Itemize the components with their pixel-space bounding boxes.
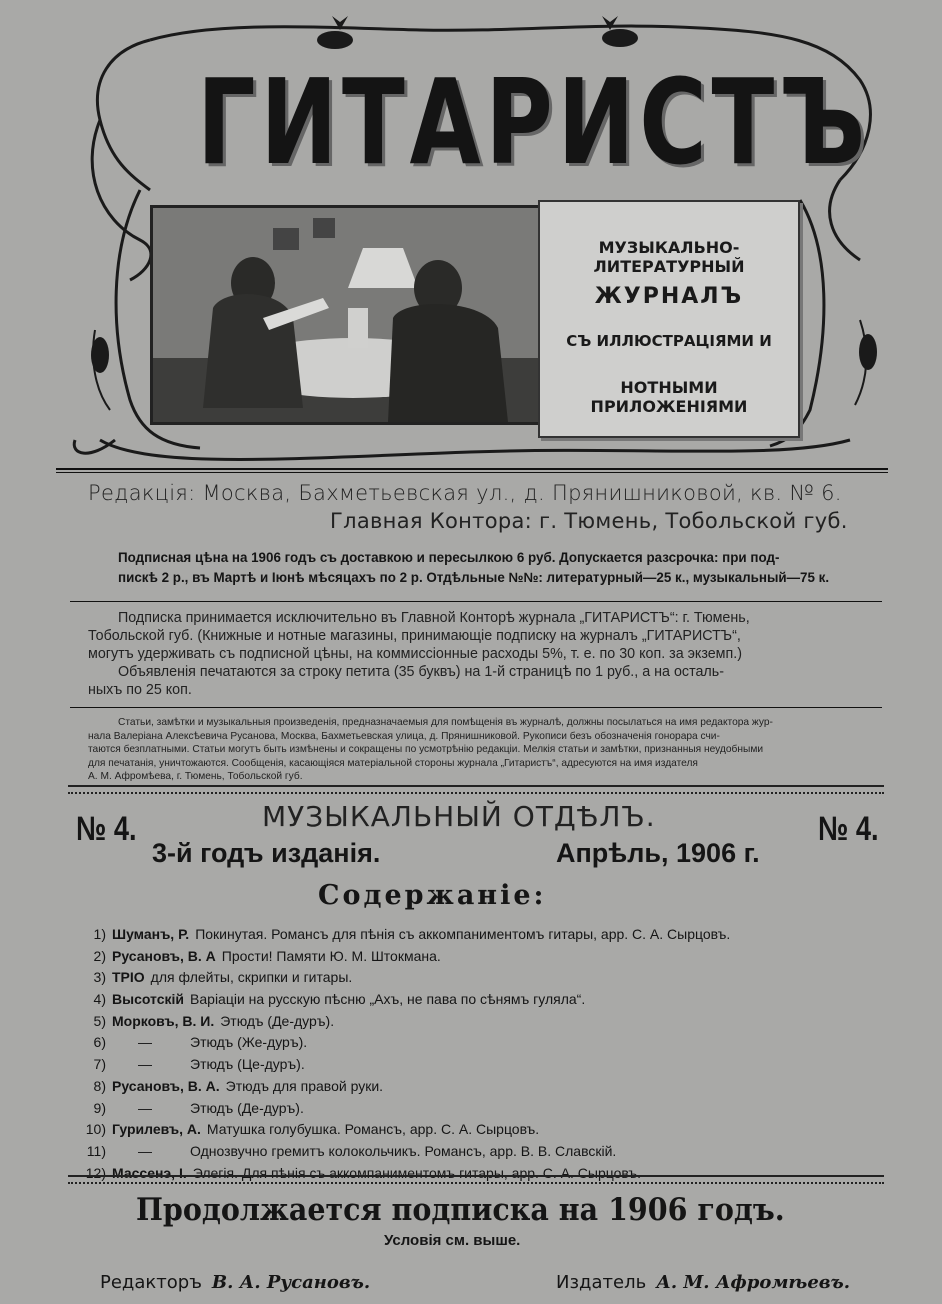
notice-line-4: для печатанія, уничтожаются. Сообщенія, касающіяся матеріальной стороны журнала „Гитаристъ“, адресуются на имя издателя xyxy=(88,757,698,769)
contents-item-author: Массенэ, І. xyxy=(112,1164,187,1181)
contents-item-number: 9) xyxy=(93,1099,106,1116)
subscription-subline: Условія см. выше. xyxy=(384,1232,521,1249)
price-info xyxy=(118,548,870,588)
contents-item-title: для флейты, скрипки и гитары. xyxy=(150,969,353,986)
contents-item-number: 6) xyxy=(93,1034,106,1051)
subscription-rule xyxy=(70,707,882,708)
price-line-2: пискѣ 2 р., въ Мартѣ и Іюнѣ мѣсяцахъ по 2 р. Отдѣльные №№: литературный—25 к., музыкальный—75 к. xyxy=(118,570,830,585)
contents-item-title: Покинутая. Романсъ для пѣнія съ аккомпаниментомъ гитары, арр. С. А. Сырцовъ. xyxy=(195,926,731,942)
contents-item xyxy=(82,1141,882,1163)
contents-item-author: — xyxy=(138,1034,152,1051)
contents-item-number: 11) xyxy=(86,1142,106,1159)
publisher-signature xyxy=(556,1272,850,1293)
contents-item xyxy=(82,924,882,946)
contents-item-title: Прости! Памяти Ю. М. Штокмана. xyxy=(221,947,441,964)
publication-year: 3-й годъ изданія. xyxy=(152,838,381,868)
header-rule xyxy=(56,468,888,470)
illustration-guitarists xyxy=(150,205,550,425)
contents-item-title: Этюдъ (Це-дуръ). xyxy=(190,1056,305,1073)
contents-item-title: Элегія. Для пѣнія съ аккомпаниментомъ гитары, арр. С. А. Сырцовъ. xyxy=(192,1164,642,1181)
contents-item-author: Гурилевъ, А. xyxy=(112,1121,201,1138)
issue-number-left: № 4. xyxy=(76,810,137,848)
contents-item-number: 12) xyxy=(85,1164,106,1181)
guitarists-illustration-icon xyxy=(153,208,547,422)
contents-item-number: 1) xyxy=(93,926,106,942)
issue-number-right: № 4. xyxy=(818,810,879,848)
publisher-name: А. М. Афромѣевъ. xyxy=(656,1272,850,1293)
banner-line-4: НОТНЫМИ ПРИЛОЖЕНІЯМИ xyxy=(590,378,748,416)
contents-item-author: Высотскій xyxy=(112,991,185,1008)
contents-item-author: Шуманъ, Р. xyxy=(112,926,190,942)
contents-item-number: 7) xyxy=(93,1056,106,1073)
contents-title: Содержаніе: xyxy=(318,880,547,911)
contents-item-number: 5) xyxy=(93,1012,106,1029)
issue-date: Апрѣль, 1906 г. xyxy=(556,838,760,868)
contents-item-title: Этюдъ (Же-дуръ). xyxy=(190,1034,308,1051)
contents-item-title: Матушка голубушка. Романсъ, арр. С. А. Сырцовъ. xyxy=(206,1121,540,1138)
publisher-label: Издатель xyxy=(556,1272,647,1293)
contents-item-author: — xyxy=(138,1142,152,1159)
contents-item-author: ТРІО xyxy=(112,969,145,986)
contents-item-author: — xyxy=(138,1099,152,1116)
subscription-line-4: Объявленія печатаются за строку петита (35 буквъ) на 1-й страницѣ по 1 руб., а на осталь- xyxy=(118,664,724,680)
contents-item xyxy=(82,1076,882,1098)
contents-item xyxy=(82,1119,882,1141)
contents-item-number: 8) xyxy=(93,1077,106,1094)
subscription-line-3: могутъ удерживать съ подписной цѣны, на коммиссіонные расходы 5%, т. е. по 30 коп. за экземп.) xyxy=(88,646,742,662)
contents-item xyxy=(82,1098,882,1120)
contents-item xyxy=(82,1054,882,1076)
banner-line-1: МУЗЫКАЛЬНО-ЛИТЕРАТУРНЫЙ xyxy=(593,238,745,276)
banner-line-2: ЖУРНАЛЪ xyxy=(594,284,744,309)
notice-line-3: таются безплатными. Статьи могутъ быть измѣнены и сокращены по усмотрѣнію редакціи. Мелкія статьи и замѣтки, признанныя неудобными xyxy=(88,744,764,756)
contents-item-author: Русановъ, В. А xyxy=(112,947,216,964)
editorial-address: Редакція: Москва, Бахметьевская ул., д. Прянишниковой, кв. № 6. xyxy=(88,481,842,505)
contents-item-author: — xyxy=(138,1056,152,1073)
banner-line-3: СЪ ИЛЛЮСТРАЦІЯМИ И xyxy=(566,332,772,350)
tulip-icon-top-right xyxy=(602,16,618,30)
subscription-info xyxy=(88,609,870,699)
section-divider xyxy=(68,785,884,794)
footer-divider xyxy=(68,1175,884,1184)
contents-item-number: 10) xyxy=(85,1121,106,1138)
contents-list xyxy=(82,924,882,1184)
notice-line-5: А. М. Афромѣева, г. Тюмень, Тобольской губ. xyxy=(88,771,303,783)
main-office: Главная Контора: г. Тюмень, Тобольской губ. xyxy=(330,509,848,533)
subscription-line-5: ныхъ по 25 коп. xyxy=(88,682,192,698)
contents-item-number: 3) xyxy=(93,969,106,986)
subscription-line-1: Подписка принимается исключительно въ Главной Конторѣ журнала „ГИТАРИСТЪ“: г. Тюмень, xyxy=(118,610,750,626)
contents-item xyxy=(82,989,882,1011)
contents-item-title: Варіаціи на русскую пѣсню „Ахъ, не пава по сѣнямъ гуляла“. xyxy=(190,991,586,1008)
contents-item-title: Этюдъ для правой руки. xyxy=(225,1077,384,1094)
contents-item-title: Однозвучно гремитъ колокольчикъ. Романсъ, арр. В. В. Славскій. xyxy=(190,1142,617,1159)
notice-info xyxy=(88,716,870,784)
notice-line-2: нала Валеріана Алексѣевича Русанова, Москва, Бахметьевская улица, д. Прянишниковой. Рукописи безъ обозначенія гонорара счи- xyxy=(88,730,720,742)
subtitle-banner xyxy=(538,200,800,438)
contents-item xyxy=(82,1032,882,1054)
subscription-line-2: Тобольской губ. (Книжные и нотные магазины, принимающіе подписку на журналъ „ГИТАРИСТЪ“, xyxy=(88,628,741,644)
contents-item xyxy=(82,946,882,968)
notice-line-1: Статьи, замѣтки и музыкальныя произведенія, предназначаемыя для помѣщенія въ журналѣ, должны посылаться на имя редактора жур- xyxy=(118,717,773,728)
contents-item-author: Русановъ, В. А. xyxy=(112,1077,220,1094)
contents-item-number: 2) xyxy=(93,947,106,964)
contents-item-title: Этюдъ (Де-дуръ). xyxy=(220,1012,335,1029)
contents-item-author: Морковъ, В. И. xyxy=(112,1012,215,1029)
contents-item-title: Этюдъ (Де-дуръ). xyxy=(190,1099,304,1116)
editor-label: Редакторъ xyxy=(100,1272,202,1293)
price-line-1: Подписная цѣна на 1906 годъ съ доставкою и пересылкою 6 руб. Допускается разсрочка: при под- xyxy=(118,550,780,565)
header-rule-thin xyxy=(56,472,888,473)
editor-signature xyxy=(100,1272,370,1293)
masthead-title: ГИТАРИСТЪ xyxy=(197,53,871,191)
contents-item xyxy=(82,1011,882,1033)
contents-item xyxy=(82,967,882,989)
editor-name: В. А. Русановъ. xyxy=(211,1272,371,1293)
price-rule xyxy=(70,601,882,602)
section-title: МУЗЫКАЛЬНЫЙ ОТДѢЛЪ. xyxy=(262,800,656,833)
contents-item-number: 4) xyxy=(93,991,106,1008)
subscription-headline: Продолжается подписка на 1906 годъ. xyxy=(136,1192,785,1228)
